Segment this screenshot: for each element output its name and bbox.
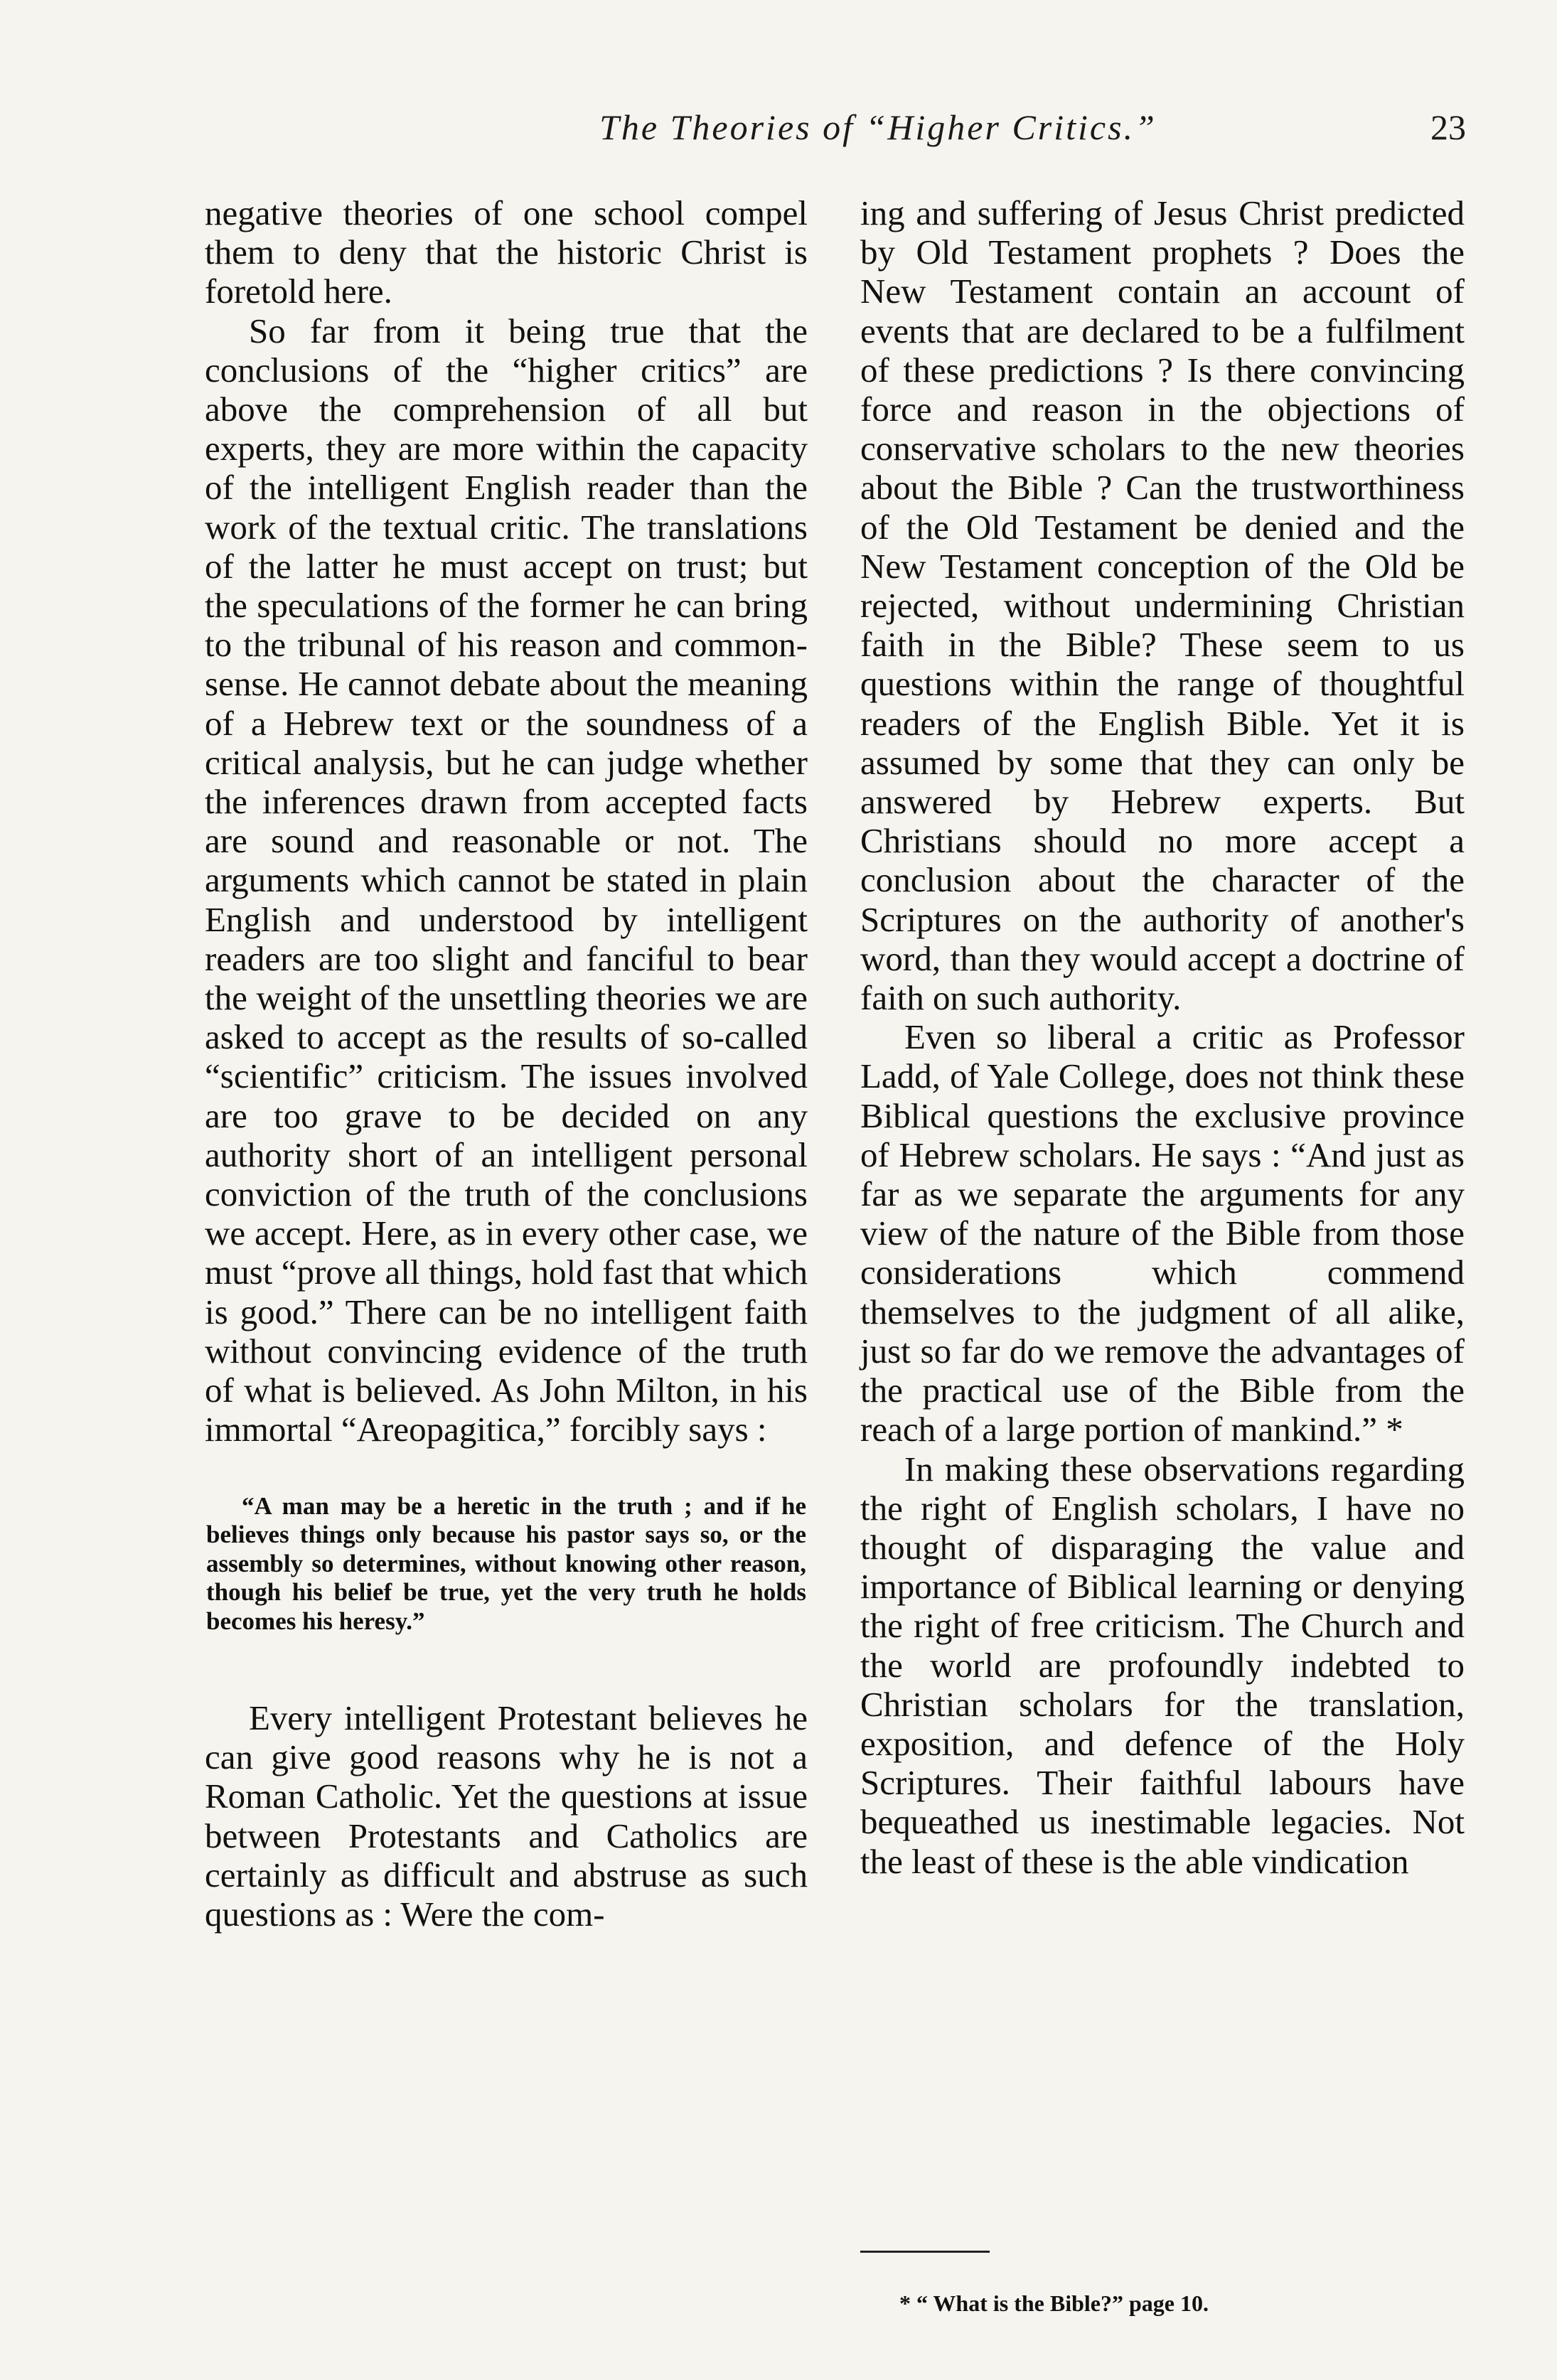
- left-paragraph-1: negative theories of one school compel them to deny that the historic Christ is foretold here.: [205, 193, 808, 311]
- right-paragraph-1: ing and suffering of Jesus Christ predicted by Old Testament prophets ? Does the New Testament contain an account of events that are declared to be a fulfilment of these predictions ? Is there convincing force and reason in the objections of conservative scholars to the new theories about the Bible ? Can the trustworthiness of the Old Testament be denied and the New Testament conception of the Old be rejected, without undermining Christian faith in the Bible? These seem to us questions within the range of thoughtful readers of the English Bible. Yet it is assumed by some that they can only be answered by Hebrew experts. But Christians should no more accept a conclusion about the character of the Scriptures on the authority of another's word, than they would accept a doctrine of faith on such authority.: [860, 193, 1465, 1018]
- left-paragraph-3: Every intelligent Protestant believes he can give good reasons why he is not a Roman Catholic. Yet the questions at issue between Protestants and Catholics are certainly as difficult and abstruse as such questions as : Were the com-: [205, 1698, 808, 1934]
- footnote-rule: [860, 2251, 990, 2253]
- right-column: [860, 193, 1465, 1881]
- milton-quotation: “A man may be a heretic in the truth ; and if he believes things only because his pastor says so, or the assembly so determines, without knowing other reason, though his belief be true, yet the very truth he holds becomes his heresy.”: [206, 1491, 806, 1635]
- right-paragraph-3: In making these observations regarding the right of English scholars, I have no thought of disparaging the value and importance of Biblical learning or denying the right of free criticism. The Church and the world are profoundly indebted to Christian scholars for the translation, exposition, and defence of the Holy Scriptures. Their faithful labours have bequeathed us inestimable legacies. Not the least of these is the able vindication: [860, 1449, 1465, 1881]
- page-number: 23: [1430, 107, 1466, 147]
- left-paragraph-2: So far from it being true that the conclusions of the “higher critics” are above the comprehension of all but experts, they are more within the capacity of the intelligent English reader than the work of the textual critic. The translations of the latter he must accept on trust; but the speculations of the former he can bring to the tribunal of his reason and common-sense. He cannot debate about the meaning of a Hebrew text or the soundness of a critical analysis, but he can judge whether the inferences drawn from accepted facts are sound and reasonable or not. The arguments which cannot be stated in plain English and understood by intelligent readers are too slight and fanciful to bear the weight of the unsettling theories we are asked to accept as the results of so-called “scientific” criticism. The issues involved are too grave to be decided on any authority short of an intelligent personal conviction of the truth of the conclusions we accept. Here, as in every other case, we must “prove all things, hold fast that which is good.” There can be no intelligent faith without convincing evidence of the truth of what is believed. As John Milton, in his immortal “Areopagitica,” forcibly says :: [205, 311, 808, 1449]
- footnote: * “ What is the Bible?” page 10.: [899, 2290, 1209, 2316]
- running-title: The Theories of “Higher Critics.”: [599, 107, 1157, 147]
- left-column: [205, 193, 808, 1934]
- right-paragraph-2: Even so liberal a critic as Professor Ladd, of Yale College, does not think these Biblical questions the exclusive province of Hebrew scholars. He says : “And just as far as we separate the arguments for any view of the nature of the Bible from those considerations which commend themselves to the judgment of all alike, just so far do we remove the advantages of the practical use of the Bible from the reach of a large portion of mankind.” *: [860, 1017, 1465, 1449]
